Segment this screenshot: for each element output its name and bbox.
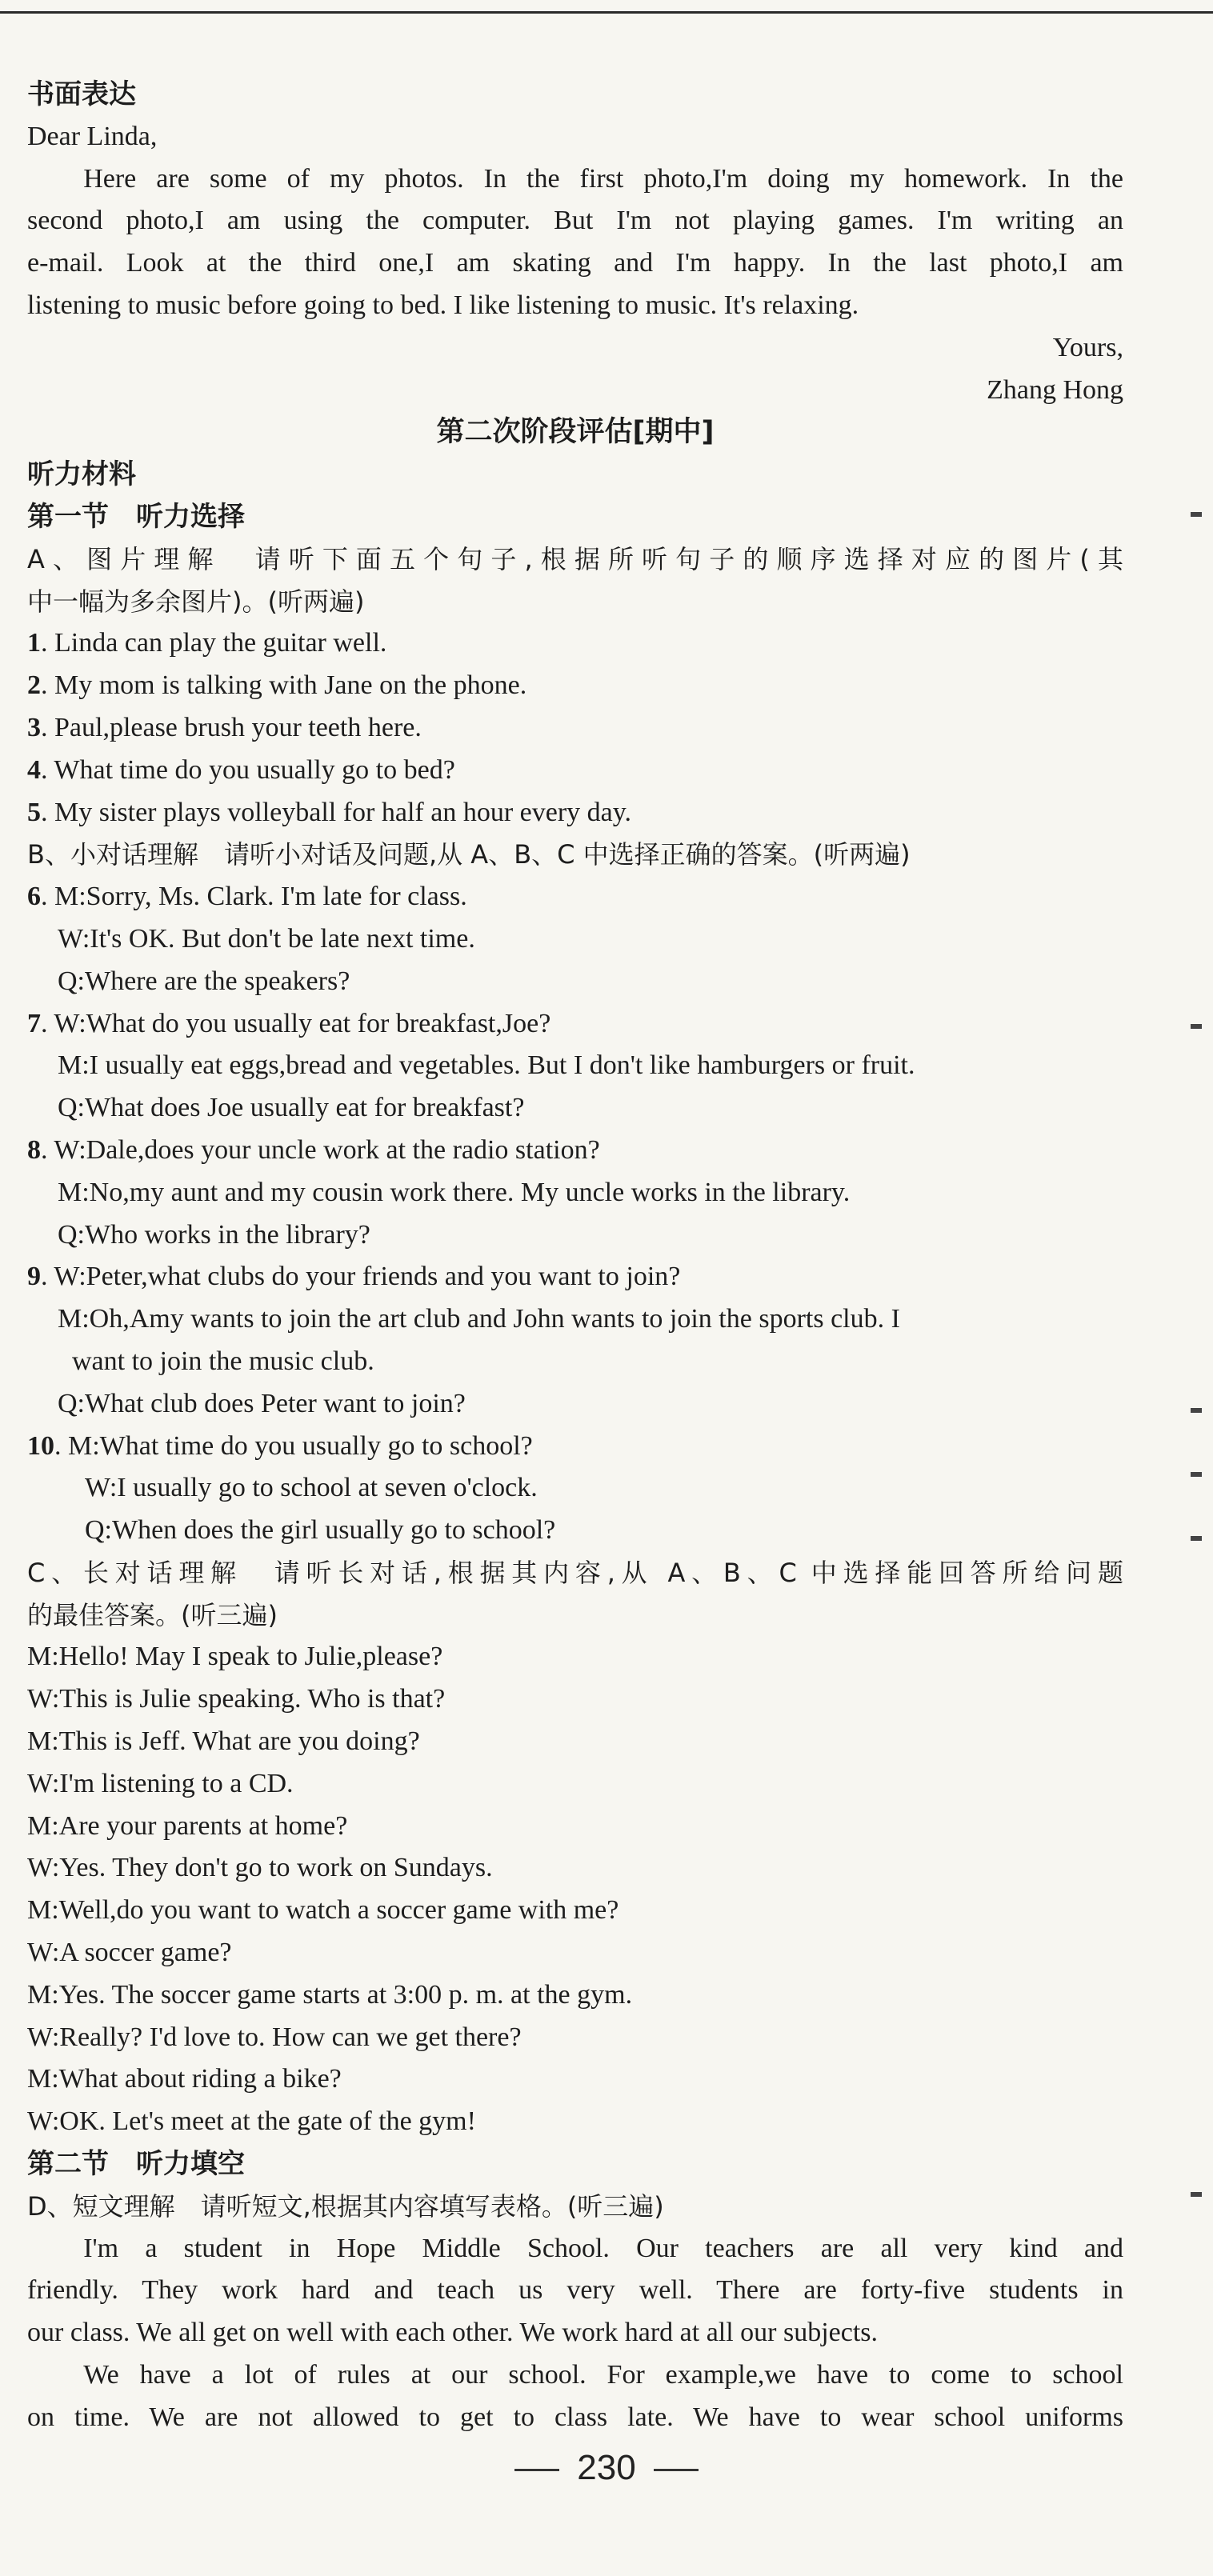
dialogue-line: . W:What do you usually eat for breakfast,Joe? — [41, 1008, 551, 1038]
question-prompt: Q:Who works in the library? — [58, 1219, 370, 1250]
part1-heading: 第一节 听力选择 — [27, 500, 245, 533]
page-content — [27, 74, 1123, 2439]
dialogue-line: W:I'm listening to a CD. — [27, 1768, 294, 1798]
question-line — [27, 1130, 1123, 1172]
question-prompt: Q:What club does Peter want to join? — [58, 1388, 466, 1418]
dialogue-line: W:Really? I'd love to. How can we get there? — [27, 2022, 522, 2052]
section-a-instruction: 中一幅为多余图片)。(听两遍) — [27, 586, 365, 617]
dialogue-line: W:OK. Let's meet at the gate of the gym! — [27, 2106, 476, 2137]
item-text: . Paul,please brush your teeth here. — [41, 712, 422, 742]
question-prompt: Q:Where are the speakers? — [58, 966, 350, 996]
question-line — [27, 1003, 1123, 1046]
dialogue-line: M:Yes. The soccer game starts at 3:00 p. m. at the gym. — [27, 1979, 633, 2010]
item-text: . What time do you usually go to bed? — [41, 754, 455, 785]
passage-line: We have a lot of rules at our school. For example,we have to come to school — [83, 2360, 1123, 2390]
passage-line: our class. We all get on well with each other. We work hard at all our subjects. — [27, 2318, 879, 2348]
item-number: 5 — [27, 797, 41, 827]
top-rule — [0, 11, 1213, 14]
edge-mark — [1191, 1472, 1202, 1477]
passage-line: I'm a student in Hope Middle School. Our teachers are all very kind and — [83, 2233, 1123, 2263]
item-text: . My sister plays volleyball for half an hour every day. — [41, 797, 632, 827]
item-number: 6 — [27, 882, 41, 912]
dialogue-line: W:Yes. They don't go to work on Sundays. — [27, 1853, 493, 1883]
dialogue-line: . M:Sorry, Ms. Clark. I'm late for class. — [41, 882, 467, 912]
dialogue-line: W:A soccer game? — [27, 1938, 232, 1968]
dialogue-line: M:This is Jeff. What are you doing? — [27, 1726, 420, 1757]
facing-page-edge — [1189, 0, 1213, 2576]
question-prompt: Q:When does the girl usually go to school? — [85, 1515, 556, 1546]
page-number-text: 230 — [577, 2448, 636, 2487]
question-line — [27, 1256, 1123, 1298]
page-number-dash — [654, 2469, 699, 2471]
item-number: 1 — [27, 628, 41, 658]
item-number: 4 — [27, 754, 41, 785]
edge-mark — [1191, 512, 1202, 517]
essay-line: listening to music before going to bed. I like listening to music. It's relaxing. — [27, 290, 859, 320]
passage-line: on time. We are not allowed to get to class late. We have to wear school uniforms — [27, 2402, 1123, 2432]
dialogue-line: M:Are your parents at home? — [27, 1810, 348, 1841]
section-c-instruction: C、长对话理解 请听长对话,根据其内容,从 A、B、C 中选择能回答所给问题 — [27, 1557, 1123, 1588]
item-number: 3 — [27, 712, 41, 742]
item-number: 7 — [27, 1008, 41, 1038]
dialogue-line: M:Well,do you want to watch a soccer game with me? — [27, 1895, 619, 1926]
dialogue-line: W:I usually go to school at seven o'clock. — [85, 1473, 538, 1503]
section-a-instruction: A、图片理解 请听下面五个句子,根据所听句子的顺序选择对应的图片(其 — [27, 543, 1123, 574]
dialogue-line: M:Hello! May I speak to Julie,please? — [27, 1642, 443, 1672]
essay-line: e-mail. Look at the third one,I am skating and I'm happy. In the last photo,I am — [27, 248, 1123, 278]
dialogue-line: . W:Peter,what clubs do your friends and you want to join? — [41, 1262, 681, 1292]
edge-mark — [1191, 2192, 1202, 2197]
dialogue-line: W:This is Julie speaking. Who is that? — [27, 1684, 446, 1714]
edge-mark — [1191, 1024, 1202, 1029]
essay-line: second photo,I am using the computer. But I'm not playing games. I'm writing an — [27, 206, 1123, 236]
listening-material-heading: 听力材料 — [27, 458, 136, 491]
essay-salutation: Dear Linda, — [27, 121, 158, 151]
item-number: 2 — [27, 670, 41, 701]
passage-line: friendly. They work hard and teach us very well. There are forty-five students in — [27, 2275, 1123, 2306]
dialogue-line: W:It's OK. But don't be late next time. — [58, 923, 475, 954]
page-number — [0, 2448, 1213, 2488]
dialogue-line: M:No,my aunt and my cousin work there. My uncle works in the library. — [58, 1177, 851, 1207]
section-b-instruction: B、小对话理解 请听小对话及问题,从 A、B、C 中选择正确的答案。(听两遍) — [27, 839, 911, 870]
page-number-dash — [514, 2469, 559, 2471]
essay-signature: Zhang Hong — [987, 374, 1123, 405]
dialogue-line: M:What about riding a bike? — [27, 2064, 342, 2094]
essay-line: Here are some of my photos. In the first photo,I'm doing my homework. In the — [83, 163, 1123, 194]
dialogue-line: want to join the music club. — [72, 1346, 374, 1376]
list-item — [27, 792, 1123, 834]
edge-mark — [1191, 1536, 1202, 1541]
dialogue-line: M:I usually eat eggs,bread and vegetables. But I don't like hamburgers or fruit. — [58, 1050, 915, 1081]
question-line — [27, 1426, 1123, 1468]
item-number: 10 — [27, 1430, 54, 1461]
essay-heading: 书面表达 — [27, 78, 136, 110]
list-item — [27, 750, 1123, 792]
part2-heading: 第二节 听力填空 — [27, 2148, 245, 2181]
section-d-instruction: D、短文理解 请听短文,根据其内容填写表格。(听三遍) — [27, 2190, 664, 2222]
list-item — [27, 707, 1123, 750]
edge-mark — [1191, 1408, 1202, 1413]
dialogue-line: . M:What time do you usually go to school? — [54, 1430, 533, 1461]
item-number: 9 — [27, 1262, 41, 1292]
section-c-instruction: 的最佳答案。(听三遍) — [27, 1599, 278, 1630]
item-text: . Linda can play the guitar well. — [41, 628, 387, 658]
essay-closing: Yours, — [1052, 332, 1123, 362]
dialogue-line: M:Oh,Amy wants to join the art club and John wants to join the sports club. I — [58, 1304, 900, 1334]
list-item — [27, 622, 1123, 665]
question-line — [27, 876, 1123, 918]
question-prompt: Q:What does Joe usually eat for breakfast? — [58, 1093, 525, 1123]
dialogue-line: . W:Dale,does your uncle work at the radio station? — [41, 1134, 600, 1165]
section-title: 第二次阶段评估[期中] — [436, 416, 715, 449]
item-text: . My mom is talking with Jane on the phone. — [41, 670, 527, 701]
list-item — [27, 665, 1123, 707]
item-number: 8 — [27, 1134, 41, 1165]
